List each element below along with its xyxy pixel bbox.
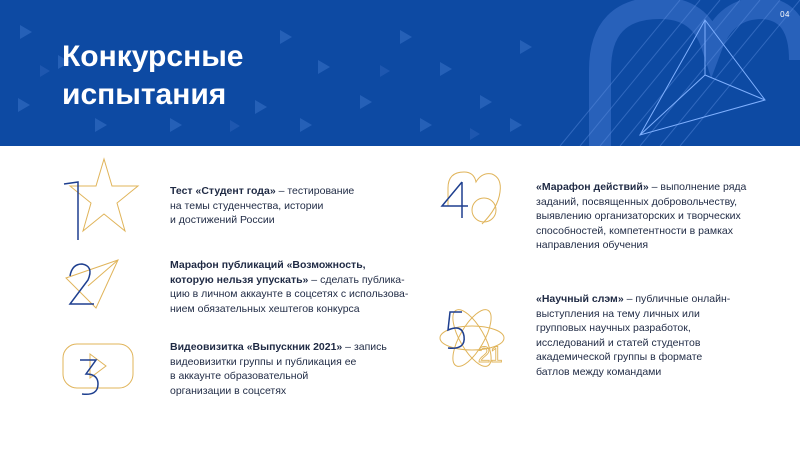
page-number: 04 — [780, 10, 790, 19]
item-4-text-l2: заданий, посвященных добровольчеству, — [536, 195, 738, 208]
item-3-text-l2: видеовизитки группы и публикация ее — [170, 355, 357, 368]
page-title — [62, 38, 362, 114]
number-3-play-icon — [60, 338, 136, 402]
item-4-text-l1: – выполнение ряда — [648, 181, 747, 193]
item-4-text-l3: выявлению организаторских и творческих — [536, 210, 741, 222]
item-2-title-l1: Марафон публикаций «Возможность, — [170, 259, 366, 271]
title-line-2: испытания — [62, 78, 227, 111]
number-1-star-icon — [60, 156, 140, 246]
item-2-text-l3: цию в личном аккаунте в соцсетях с использова- — [170, 288, 409, 300]
header-banner — [0, 0, 800, 146]
number-4-heart-icon — [438, 166, 504, 230]
item-5-text-l2: выступления на тему личных или — [536, 307, 700, 320]
list-item-action-marathon — [536, 180, 746, 253]
item-5-text-l1: – публичные онлайн- — [623, 293, 731, 305]
item-3-text-l3: в аккаунте образовательной — [170, 370, 309, 382]
item-3-title: Видеовизитка «Выпускник 2021» — [170, 341, 343, 353]
item-5-title: «Научный слэм» — [536, 293, 624, 305]
item-2-title-l2: которую нельзя упускать» — [170, 273, 309, 286]
item-1-text-l3: и достижений России — [170, 214, 275, 226]
item-5-text-l4: исследований и статей студентов — [536, 336, 701, 349]
item-4-title: «Марафон действий» — [536, 181, 649, 193]
item-4-text-l5: направления обучения — [536, 239, 649, 251]
list-item-science-slam — [536, 292, 730, 379]
item-5-text-l3: групповых научных разработок, — [536, 322, 691, 334]
title-line-1: Конкурсные — [62, 40, 244, 73]
item-3-text-l1: – запись — [342, 341, 387, 353]
item-5-text-l6: батлов между командами — [536, 365, 662, 378]
item-5-text-l5: академической группы в формате — [536, 351, 703, 363]
item-1-text-l1: – тестирование — [275, 185, 355, 197]
item-1-text-l2: на темы студенчества, истории — [170, 199, 324, 212]
number-2-paper-plane-icon — [62, 256, 122, 316]
list-item-test-student-of-year — [170, 184, 354, 228]
item-4-text-l4: способностей, компетентности в рамках — [536, 224, 733, 237]
list-item-publication-marathon — [170, 258, 408, 316]
atom-icon-number: 21 — [478, 342, 503, 367]
list-item-video-card — [170, 340, 387, 398]
item-2-text-l2: – сделать публика- — [308, 273, 405, 286]
item-3-text-l4: организации в соцсетях — [170, 384, 287, 397]
item-2-text-l4: нием обязательных хештегов конкурса — [170, 302, 360, 315]
item-1-title: Тест «Студент года» — [170, 185, 276, 197]
number-5-atom-icon — [436, 302, 516, 372]
